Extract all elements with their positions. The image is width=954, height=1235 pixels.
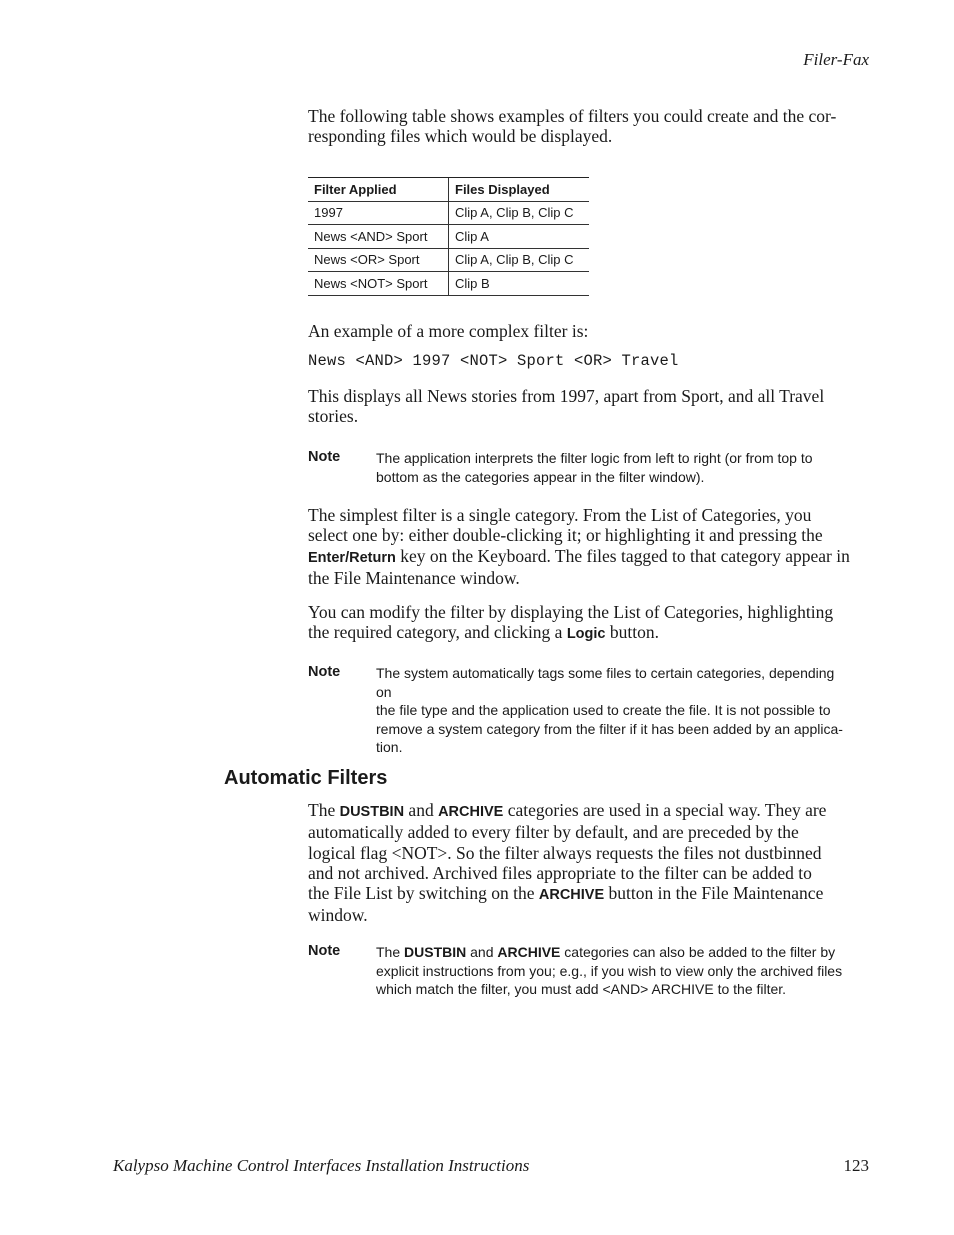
filter-code-example: News <AND> 1997 <NOT> Sport <OR> Travel [308,352,679,370]
paragraph-line: logical flag <NOT>. So the filter always requests the files not dustbinned [308,842,822,863]
simplest-filter-paragraph [308,505,870,588]
table-cell: Clip A, Clip B, Clip C [449,201,590,225]
paragraph-line: select one by: either double-clicking it; or highlighting it and pressing the [308,525,823,546]
paragraph-line [308,546,870,568]
paragraph-line: the File Maintenance window. [308,567,520,588]
paragraph-line [308,800,870,822]
intro-line: responding files which would be displayed. [308,126,613,147]
paragraph-line: automatically added to every filter by default, and are preceded by the [308,822,799,843]
automatic-filters-paragraph [308,800,870,926]
note-line: bottom as the categories appear in the filter window). [376,468,705,485]
text-run: categories can also be added to the filter by [560,944,836,960]
note-line: which match the filter, you must add <AND> ARCHIVE to the filter. [376,981,787,997]
table-row [308,225,589,249]
column-header-filter-applied: Filter Applied [308,178,449,202]
explanation-line: stories. [308,406,359,427]
complex-intro: An example of a more complex filter is: [308,321,589,341]
note-line: explicit instructions from you; e.g., if you wish to view only the archived files [376,962,843,979]
key-name: Enter/Return [308,549,396,566]
text-run: The [308,800,340,820]
text-run: and [466,944,498,960]
note-label: Note [308,664,341,680]
note-text [376,664,851,757]
table-cell: 1997 [308,201,449,225]
paragraph-line [308,622,870,644]
filter-examples-table [308,177,589,296]
running-head: Filer-Fax [803,50,869,69]
table-header-row [308,178,589,202]
button-name: Logic [566,626,606,643]
table-cell: Clip B [449,272,590,296]
text-run: button. [605,622,659,643]
explanation-line: This displays all News stories from 1997, apart from Sport, and all Travel [308,386,825,406]
note-line: remove a system category from the filter if it has been added by an applica- [376,720,843,737]
table-row [308,272,589,296]
text-run: the File List by switching on the [308,883,539,904]
complex-explanation [308,386,870,427]
footer-document-title: Kalypso Machine Control Interfaces Installation Instructions [113,1156,530,1175]
note-label: Note [308,449,341,465]
note-line: tion. [376,739,403,755]
table-row [308,201,589,225]
paragraph-line: and not archived. Archived files appropriate to the filter can be added to [308,862,812,883]
note-label: Note [308,943,341,959]
note-line: the file type and the application used to create the file. It is not possible to [376,702,831,718]
text-run: and [404,800,439,820]
text-run: categories are used in a special way. They are [503,800,827,820]
paragraph-line: The simplest filter is a single category. From the List of Categories, you [308,505,812,525]
paragraph-line [308,883,870,905]
note-text [376,943,851,999]
category-name: ARCHIVE [497,944,561,960]
intro-line: The following table shows examples of filters you could create and the cor- [308,106,837,126]
category-name: DUSTBIN [339,804,405,820]
column-header-files-displayed: Files Displayed [449,178,590,202]
table-cell: News <OR> Sport [308,248,449,272]
page-number: 123 [843,1156,869,1175]
note-text [376,449,851,486]
text-run: key on the Keyboard. The files tagged to that category appear in [395,545,850,566]
table-cell: Clip A, Clip B, Clip C [449,248,590,272]
table-cell: Clip A [449,225,590,249]
table-cell: News <NOT> Sport [308,272,449,296]
text-run: button in the File Maintenance [604,883,824,904]
button-name: ARCHIVE [538,887,605,904]
note-line: The system automatically tags some files to certain categories, depending on [376,665,835,700]
table-row [308,248,589,272]
text-run: The [376,944,405,960]
note-line [376,943,851,962]
section-heading: Automatic Filters [224,767,388,789]
category-name: ARCHIVE [438,804,504,820]
text-run: the required category, and clicking a [308,622,567,643]
table-cell: News <AND> Sport [308,225,449,249]
intro-paragraph [308,106,870,147]
paragraph-line: window. [308,905,368,926]
note-line: The application interprets the filter logic from left to right (or from top to [376,450,813,466]
category-name: DUSTBIN [404,944,467,960]
paragraph-line: You can modify the filter by displaying the List of Categories, highlighting [308,602,834,622]
modify-filter-paragraph [308,602,870,645]
